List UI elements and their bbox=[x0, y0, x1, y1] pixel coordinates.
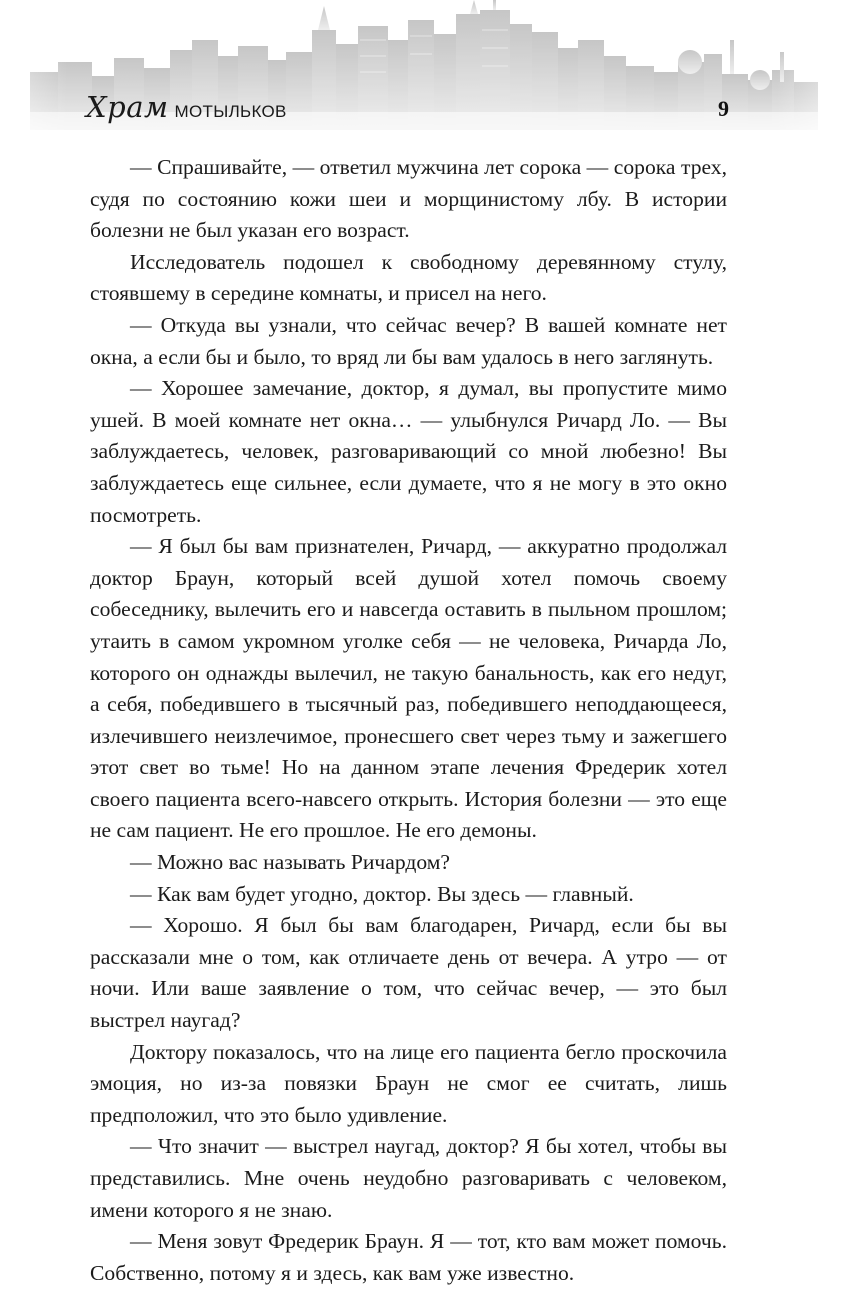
paragraph: — Меня зовут Фредерик Браун. Я — тот, кто вам может помочь. Собственно, потому я и здесь, как вам уже известно. bbox=[90, 1229, 727, 1285]
body-text bbox=[90, 152, 727, 1289]
book-title-caps: МОТЫЛЬКОВ bbox=[174, 102, 287, 121]
paragraph: — Хорошо. Я был бы вам благодарен, Ричард, если бы вы рассказали мне о том, как отличаете день от вечера. А утро — от ночи. Или ваше заявление о том, что сейчас вечер, — это был выстрел наугад? bbox=[90, 913, 727, 1033]
paragraph: — Что значит — выстрел наугад, доктор? Я бы хотел, чтобы вы представились. Мне очень неудобно разговаривать с человеком, имени которого я не знаю. bbox=[90, 1134, 727, 1222]
paragraph: Доктору показалось, что на лице его пациента бегло проскочила эмоция, но из-за повязки Браун не смог ее считать, лишь предположил, что это было удивление. bbox=[90, 1039, 727, 1127]
running-head-title bbox=[86, 90, 287, 124]
paragraph: — Спрашивайте, — ответил мужчина лет сорока — сорока трех, судя по состоянию кожи шеи и морщинистому лбу. В истории болезни не был указан его возраст. bbox=[90, 155, 727, 243]
page-number: 9 bbox=[718, 96, 729, 121]
paragraph: Исследователь подошел к свободному деревянному стулу, стоявшему в середине комнаты, и присел на него. bbox=[90, 249, 727, 306]
paragraph: — Можно вас называть Ричардом? bbox=[130, 850, 451, 875]
book-title-script: Храм bbox=[86, 90, 169, 124]
page-header bbox=[0, 0, 844, 140]
paragraph: — Как вам будет угодно, доктор. Вы здесь — главный. bbox=[130, 881, 634, 906]
paragraph: — Я был бы вам признателен, Ричард, — аккуратно продолжал доктор Браун, который всей душой хотел помочь своему собеседнику, вылечить его и навсегда оставить в пыльном прошлом; утаить в самом укромном уголке себя — не человека, Ричарда Ло, которого он однажды вылечил, не такую банальность, как его недуг, а себя, победившего в тысячный раз, победившего неподдающееся, излечившего неизлечимое, пронесшего свет через тьму и зажегшего этот свет во тьме! Но на данном этапе лечения Фредерик хотел своего пациента всего-навсего открыть. История болезни — это еще не сам пациент. Не его прошлое. Не его демоны. bbox=[90, 534, 727, 843]
paragraph: — Откуда вы узнали, что сейчас вечер? В вашей комнате нет окна, а если бы и было, то вряд ли бы вам удалось в него заглянуть. bbox=[90, 312, 727, 369]
paragraph: — Хорошее замечание, доктор, я думал, вы пропустите мимо ушей. В моей комнате нет окна… — улыбнулся Ричард Ло. — Вы заблуждаетесь, человек, разговаривающий со мной любезно! Вы заблуждаетесь еще сильнее, если думаете, что я не могу в это окно посмотреть. bbox=[90, 376, 727, 527]
